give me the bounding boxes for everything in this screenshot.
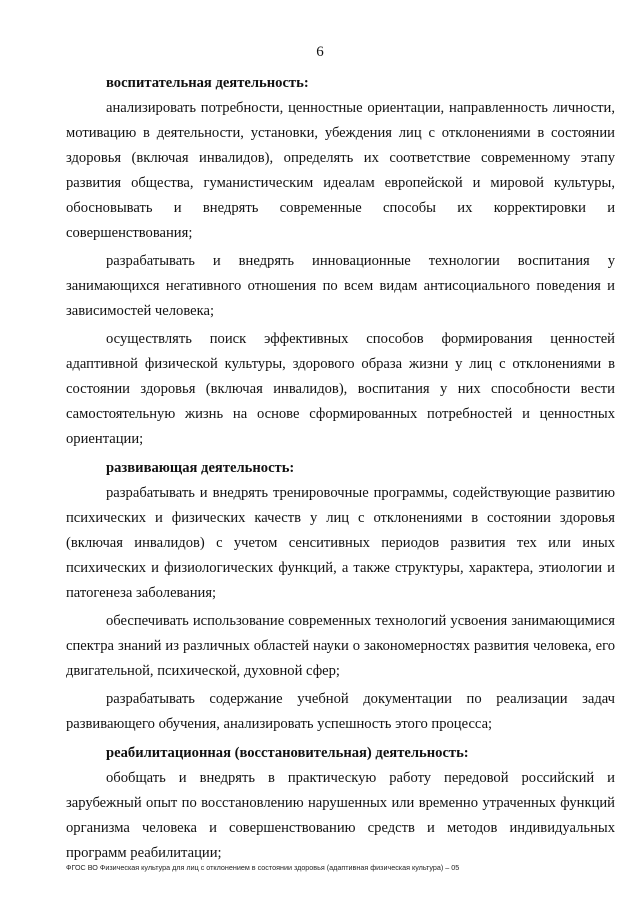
paragraph: обобщать и внедрять в практическую работу передовой российский и зарубежный опыт по восстановлению нарушенных или временно утраченных функций организма человека и совершенствованию средств и методов индивидуальных программ реабилитации;: [66, 770, 615, 861]
paragraph: разрабатывать и внедрять тренировочные программы, содействующие развитию психических и физических качеств у лиц с отклонениями в состоянии здоровья (включая инвалидов) с учетом сенситивных периодов развития тех или иных психических и физиологических функций, а также структуры, характера, этиологии и патогенеза заболевания;: [66, 485, 615, 601]
document-body: [66, 70, 615, 869]
paragraph: осуществлять поиск эффективных способов формирования ценностей адаптивной физической культуры, здорового образа жизни у лиц с отклонениями в состоянии здоровья (включая инвалидов), воспитания у них способности вести самостоятельную жизнь на основе сформированных потребностей и ценностных ориентации;: [66, 331, 615, 447]
section-heading: воспитательная деятельность:: [106, 75, 309, 91]
paragraph: обеспечивать использование современных технологий усвоения занимающимися спектра знаний из различных областей науки о закономерностях развития человека, его двигательной, психической, духовной сфер;: [66, 613, 615, 679]
paragraph: разрабатывать содержание учебной документации по реализации задач развивающего обучения, анализировать успешность этого процесса;: [66, 691, 615, 732]
section-heading: развивающая деятельность:: [106, 460, 295, 476]
document-footer: ФГОС ВО Физическая культура для лиц с отклонением в состоянии здоровья (адаптивная физическая культура) – 05: [66, 863, 460, 872]
paragraph: анализировать потребности, ценностные ориентации, направленность личности, мотивацию в деятельности, установки, убеждения лиц с отклонениями в состоянии здоровья (включая инвалидов), определять их соответствие современному этапу развития общества, гуманистическим идеалам европейской и мировой культуры, обосновывать и внедрять современные способы их корректировки и совершенствования;: [66, 100, 615, 241]
page-number: 6: [316, 44, 324, 60]
section-educational: [66, 70, 615, 452]
paragraph: разрабатывать и внедрять инновационные технологии воспитания у занимающихся негативного отношения по всем видам антисоциального поведения и зависимостей человека;: [66, 253, 615, 319]
section-rehabilitation: [66, 740, 615, 866]
section-heading: реабилитационная (восстановительная) деятельность:: [106, 745, 469, 761]
section-developmental: [66, 455, 615, 737]
